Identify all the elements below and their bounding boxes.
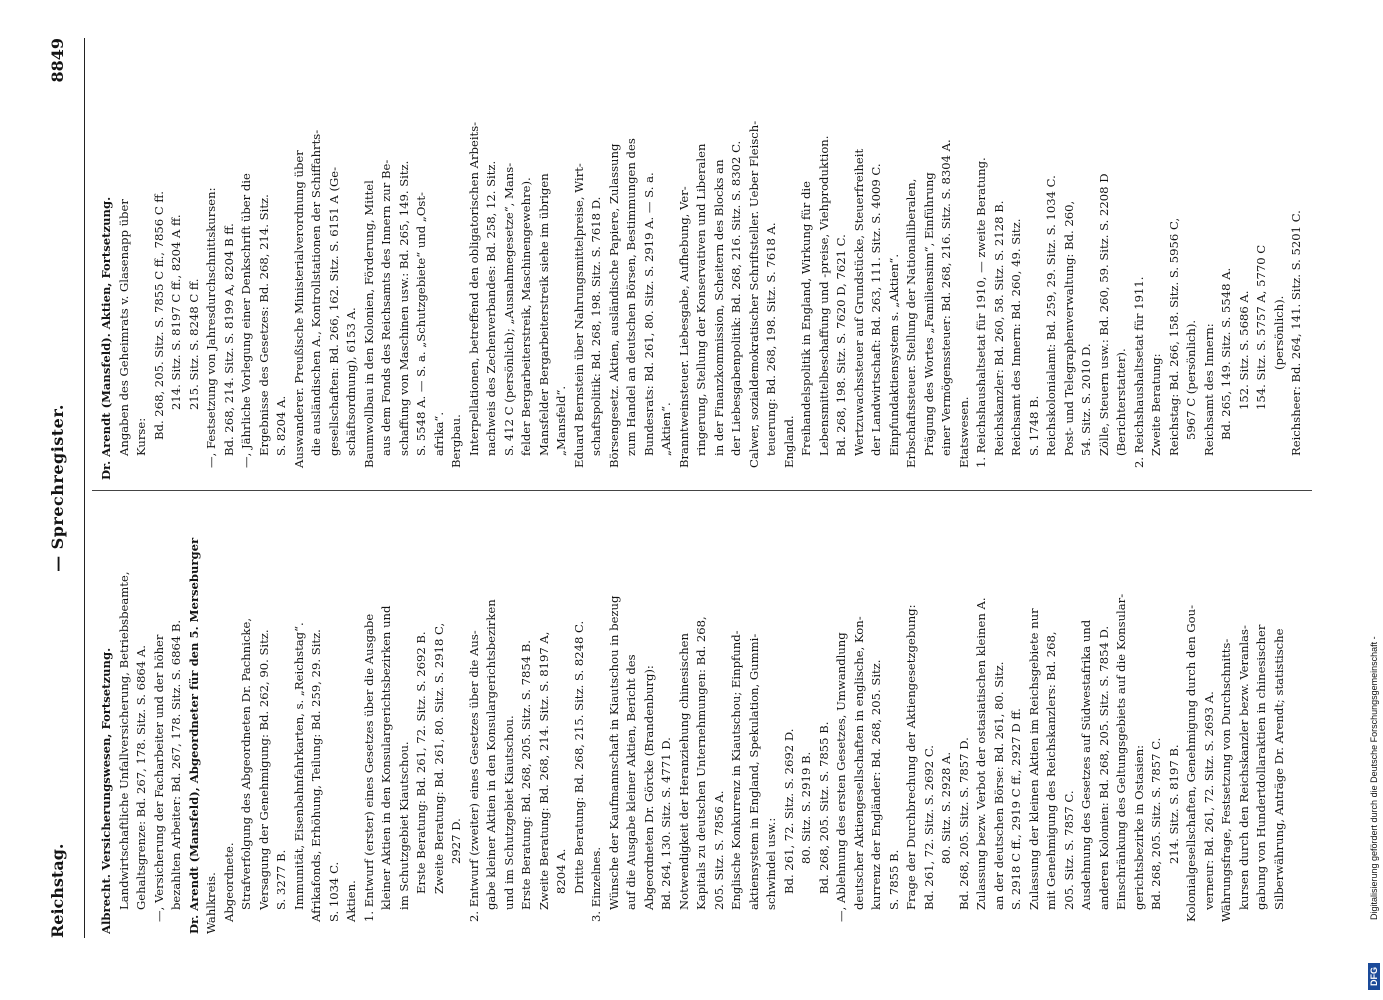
entry-line: der Landwirtschaft: Bd. 263, 111. Sitz. S. 4009 C. [869,163,883,456]
entry-line: gabe kleiner Aktien in den Konsulargerichtsbezirken [484,599,498,910]
entry-line: Zulassung der kleinen Aktien im Reichsgebiete nur [1026,608,1041,910]
entry-line: Calwer, sozialdemokratischer Schriftsteller. Ueber Fleisch- [746,120,761,468]
entry-line: Auswanderer. Preußische Ministerialverordnung über [291,150,306,468]
entry-line: England. [781,415,796,468]
entry-line: kursen durch den Reichskanzler bezw. Veranlas- [1236,625,1251,910]
entry-line: Zweite Beratung: [1149,353,1163,456]
entry-line: Dritte Beratung: Bd. 268, 215. Sitz. S. 8248 C. [571,620,586,894]
entry-line: in der Finanzkommission, Scheitern des Blocks an [711,159,726,456]
entry-line: 214. Sitz. S. 8197 C ff., 8204 A ff. [169,214,183,410]
entry-line: 5967 C (persönlich). [1184,319,1198,440]
entry-line: Erste Beratung: Bd. 261, 72. Sitz. S. 2692 B. [414,631,428,894]
entry-line: verneur: Bd. 261, 72. Sitz. S. 2693 A. [1201,691,1216,910]
entry-line: schaffung von Maschinen usw.: Bd. 265, 149. Sitz. [396,160,411,456]
entry-line: „Mansfeld“. [554,385,568,456]
page-number: 8849 [48,38,67,83]
entry-line: Bd. 268, 205. Sitz. S. 7857 C. [1149,737,1163,910]
entry-line: Gehaltsgrenze: Bd. 267, 178. Sitz. S. 6864 A. [134,645,148,910]
entry-line: Börsengesetz. Aktien, ausländische Papiere, Zulassung [606,143,621,468]
entry-line: Abgeordnete. [221,842,236,922]
entry-line: —, Versicherung der Facharbeiter und der höher [151,634,166,922]
entry-line: Bd. 268, 205. Sitz. S. 7855 B. [816,721,831,894]
entry-line: Bundesrats: Bd. 261, 80. Sitz. S. 2919 A. — S. a. [641,172,656,456]
digitization-attribution [1368,10,1382,990]
left-column [98,494,1288,934]
entry-line: S. 1748 B. [1026,395,1041,456]
entry-line: gabung von Hundertdollaraktien in chinesischer [1254,624,1268,910]
entry-line: zum Handel an deutschen Börsen, Bestimmungen des [624,138,638,456]
entry-line: 1. Reichshaushaltsetat für 1910, — zweite Beratung. [974,157,988,468]
entry-line: Bd. 268, 205. Sitz. S. 7855 C ff., 7856 C ff. [151,191,166,440]
entry-line: Ergebnisse des Gesetzes: Bd. 268, 214. Sitz. [256,194,271,456]
entry-line: Bd. 268, 198. Sitz. S. 7620 D, 7621 C. [834,234,848,456]
entry-line: 2. Reichshaushaltsetat für 1911. [1131,276,1146,468]
entry-line: kleiner Aktien in den Konsulargerichtsbezirken und [379,605,393,910]
entry-line: anderen Kolonien: Bd. 268, 205. Sitz. S. 7854 D. [1096,625,1111,910]
entry-heading: Dr. Arendt (Mansfeld), Abgeordneter für den 5. Merseburger [186,537,201,934]
page-header [44,38,74,938]
entry-line: der Liebesgabenpolitik: Bd. 268, 216. Sitz. S. 8302 C. [729,140,743,456]
entry-line: S. 3277 B. [274,849,288,910]
entry-line: gesellschaften: Bd. 266, 162. Sitz. S. 6151 A (Ge- [326,166,341,456]
entry-line: Strafverfolgung des Abgeordneten Dr. Pachnicke, [239,617,253,910]
entry-line: und im Schutzgebiet Kiautschou. [501,715,516,910]
entry-line: S. 5548 A. — S. a. „Schutzgebiete“ und „Ost- [414,192,428,456]
entry-line: gerichtsbezirke in Ostasien: [1131,744,1146,910]
entry-line: Afrikafonds, Erhöhung, Teilung: Bd. 259, 29. Sitz. [309,629,323,922]
entry-heading: Albrecht. Versicherungswesen, Fortsetzung. [99,647,113,934]
entry-line: 80. Sitz. S. 2928 A. [939,751,953,864]
entry-line: Ausdehnung des Gesetzes auf Südwestafrika und [1079,619,1093,910]
entry-line: schaftspolitik: Bd. 268, 198. Sitz. S. 7618 D. [589,196,603,456]
entry-line: (Berichterstatter). [1114,348,1128,456]
entry-line: aus dem Fonds des Reichsamts des Innern zur Be- [379,159,393,456]
entry-line: Reichsheer: Bd. 264, 141. Sitz. S. 5201 C. [1289,210,1303,456]
entry-line: Reichskolonialamt: Bd. 259, 29. Sitz. S. 1034 C. [1044,175,1058,456]
entry-line: Zulassung bezw. Verbot der ostasiatischen kleinen A. [974,597,988,910]
entry-line: 1. Entwurf (erster) eines Gesetzes über die Ausgabe [361,613,376,922]
entry-line: Bd. 268, 214. Sitz. S. 8199 A, 8204 B ff. [221,223,236,456]
entry-line: kurrenz der Engländer: Bd. 268, 205. Sitz. [869,659,883,910]
entry-line: Reichsamt des Innern: [1201,323,1216,456]
entry-line: Silberwährung, Anträge Dr. Arendt; statistische [1271,628,1286,910]
entry-line: Reichstag: Bd. 266, 158. Sitz. S. 5956 C, [1166,217,1181,456]
entry-line: felder Bergarbeiterstreik, Maschinengewehre). [519,177,533,456]
entry-line: Reichsamt des Innern: Bd. 260, 49. Sitz. [1009,218,1023,456]
entry-line: 3. Einzelnes. [589,846,603,922]
entry-line: afrika“. [431,411,446,456]
entry-line: 8204 A. [554,848,568,894]
entry-line: schwindel usw.: [764,817,778,910]
entry-line: Baumwollbau in den Kolonien, Förderung, Mittel [361,180,376,468]
entry-line: S. 7855 B. [886,849,901,910]
dfg-logo: DFG [1368,963,1380,990]
entry-line: Bd. 268, 205. Sitz. S. 7857 D. [956,737,971,910]
entry-line: auf die Ausgabe kleiner Aktien, Bericht des [624,654,638,910]
entry-line: nachweis des Zechenverbandes: Bd. 258, 12. Sitz. [484,160,498,456]
entry-line: Zweite Beratung: Bd. 261, 80. Sitz. S. 2918 C, [431,622,446,894]
entry-line: einer Vermögenssteuer: Bd. 268, 216. Sitz. S. 8304 A. [939,139,953,456]
entry-line: Versagung der Genehmigung: Bd. 262, 90. Sitz. [256,629,271,910]
entry-line: Einschränkung des Geltungsgebiets auf die Konsular- [1114,593,1128,910]
entry-line: 2927 D. [449,818,463,864]
entry-line: 54. Sitz. S. 2010 D. [1079,343,1093,456]
entry-line: S. 2918 C ff., 2919 C ff., 2927 D ff. [1009,708,1023,910]
entry-line: Wünsche der Kaufmannschaft in Kiautschou in bezug [606,595,621,910]
header-section-title: — Sprechregister. [48,404,67,572]
entry-line: Erste Beratung: Bd. 268, 205. Sitz. S. 7854 B. [519,640,533,910]
entry-line: Interpellationen, betreffend den obligatorischen Arbeits- [466,121,481,456]
column-divider [92,490,1312,491]
entry-line: S. 412 C (persönlich); „Ausnahmegesetze“, Mans- [501,162,516,456]
entry-line: Zölle, Steuern usw.: Bd. 260, 59. Sitz. S. 2208 D [1096,173,1111,456]
entry-line: Eduard Bernstein über Nahrungsmittelpreise, Wirt- [571,163,586,468]
entry-line: Etatswesen. [956,396,971,468]
attribution-text: Digitalisierung gefördert durch die Deutsche Forschungsgemeinschaft - [1369,636,1379,920]
entry-line: Post- und Telegraphenverwaltung: Bd. 260, [1061,200,1076,456]
entry-line: Englische Konkurrenz in Kiautschou; Einpfund- [729,630,743,910]
entry-line: Frage der Durchbrechung der Aktiengesetzgebung: [904,604,918,910]
entry-line: Lebensmittelbeschaffung und -preise, Viehproduktion. [816,135,831,456]
entry-line: Notwendigkeit der Heranziehung chinesischen [676,632,691,910]
entry-line: Prägung des Wortes „Familiensinn“, Einführung [921,172,936,456]
entry-line: Branntweinsteuer. Liebesgabe, Aufhebung, Ver- [676,186,691,468]
entry-line: Bd. 261, 72. Sitz. S. 2692 C. [921,745,936,910]
entry-line: „Aktien“. [659,402,673,456]
entry-line: Reichskanzler: Bd. 260, 58. Sitz. S. 2128 B. [991,200,1006,456]
entry-line: S. 8204 A. [274,395,288,456]
entry-line: Kurse: [134,417,148,456]
entry-line: ringerung, Stellung der Konservativen und Liberalen [694,143,708,456]
entry-line: Einpfundaktiensystem s. „Aktien“. [886,253,901,456]
entry-line: Währungsfrage, Festsetzung von Durchschnitts- [1219,638,1233,922]
right-column [98,40,1306,480]
entry-line: Abgeordneten Dr. Görcke (Brandenburg): [641,665,656,910]
entry-line: 205. Sitz. S. 7857 C. [1061,790,1076,910]
entry-line: aktiensystem in England, Spekulation, Gummi- [746,633,761,910]
entry-line: —, Festsetzung von Jahresdurchschnittskursen: [204,187,218,468]
entry-line: Angaben des Geheimrats v. Glasenapp über [116,199,131,456]
entry-line: Wahlkreis. [204,872,218,934]
entry-heading: Dr. Arendt (Mansfeld). Aktien, Fortsetzung. [99,196,113,480]
entry-line: Immunität, Eisenbahnfahrkarten, s. „Reichstag“. [291,622,306,910]
entry-line: Zweite Beratung: Bd. 268, 214. Sitz. S. 8197 A, [536,631,551,910]
entry-line: 2. Entwurf (zweiter) eines Gesetzes über die Aus- [466,630,481,922]
entry-line: Bd. 264, 130. Sitz. S. 4771 D. [659,737,673,910]
entry-line: (persönlich). [1271,295,1286,370]
entry-line: 215. Sitz. S. 8248 C ff. [186,278,201,410]
entry-line: Freihandelspolitik in England, Wirkung für die [799,181,813,456]
entry-line: teuerung: Bd. 268, 198. Sitz. S. 7618 A. [764,222,778,456]
entry-line: 154. Sitz. S. 5757 A, 5770 C [1254,244,1268,410]
entry-line: Bergbau. [449,414,463,468]
entry-line: 205. Sitz. S. 7856 A. [711,790,726,910]
entry-line: Kapitals zu deutschen Unternehmungen: Bd. 268, [694,616,708,910]
header-left-title: Reichstag. [48,843,67,938]
entry-line: Erbschaftssteuer. Stellung der Nationalliberalen, [904,178,918,468]
entry-line: Bd. 261, 72. Sitz. S. 2692 D. [781,728,796,894]
entry-line: Mansfelder Bergarbeiterstreik siehe im übrigen [536,173,551,456]
entry-line: S. 1034 C. [326,861,341,922]
entry-line: Aktien. [344,880,358,922]
entry-line: Landwirtschaftliche Unfallversicherung, Betriebsbeamte, [116,571,131,910]
entry-line: 152. Sitz. S. 5686 A. [1236,290,1251,410]
header-rule [84,38,85,938]
entry-line: —, Jährliche Vorlegung einer Denkschrift über die [239,173,253,468]
entry-line: mit Genehmigung des Reichskanzlers: Bd. 268, [1044,631,1058,910]
entry-line: 214. Sitz. S. 8197 B. [1166,744,1181,864]
entry-line: Kolonialgesellschaften, Genehmigung durch den Gou- [1184,604,1198,922]
entry-line: die ausländischen A., Kontrollstationen der Schiffahrts- [309,129,323,456]
entry-line: —, Ablehnung des ersten Gesetzes, Umwandlung [834,632,848,922]
entry-line: schäftsordnung), 6153 A. [344,307,358,456]
entry-line: bezahlten Arbeiter: Bd. 267, 178. Sitz. S. 6864 B. [169,619,183,910]
entry-line: Wertzuwachssteuer auf Grundstücke, Steuerfreiheit [851,148,866,456]
entry-line: Bd. 265, 149. Sitz. S. 5548 A. [1219,267,1233,440]
entry-line: im Schutzgebiet Kiautschou. [396,741,411,910]
entry-line: deutscher Aktiengesellschaften in englische, Kon- [851,616,866,910]
entry-line: an der deutschen Börse: Bd. 261, 80. Sitz. [991,661,1006,910]
entry-line: 80. Sitz. S. 2919 B. [799,751,813,864]
